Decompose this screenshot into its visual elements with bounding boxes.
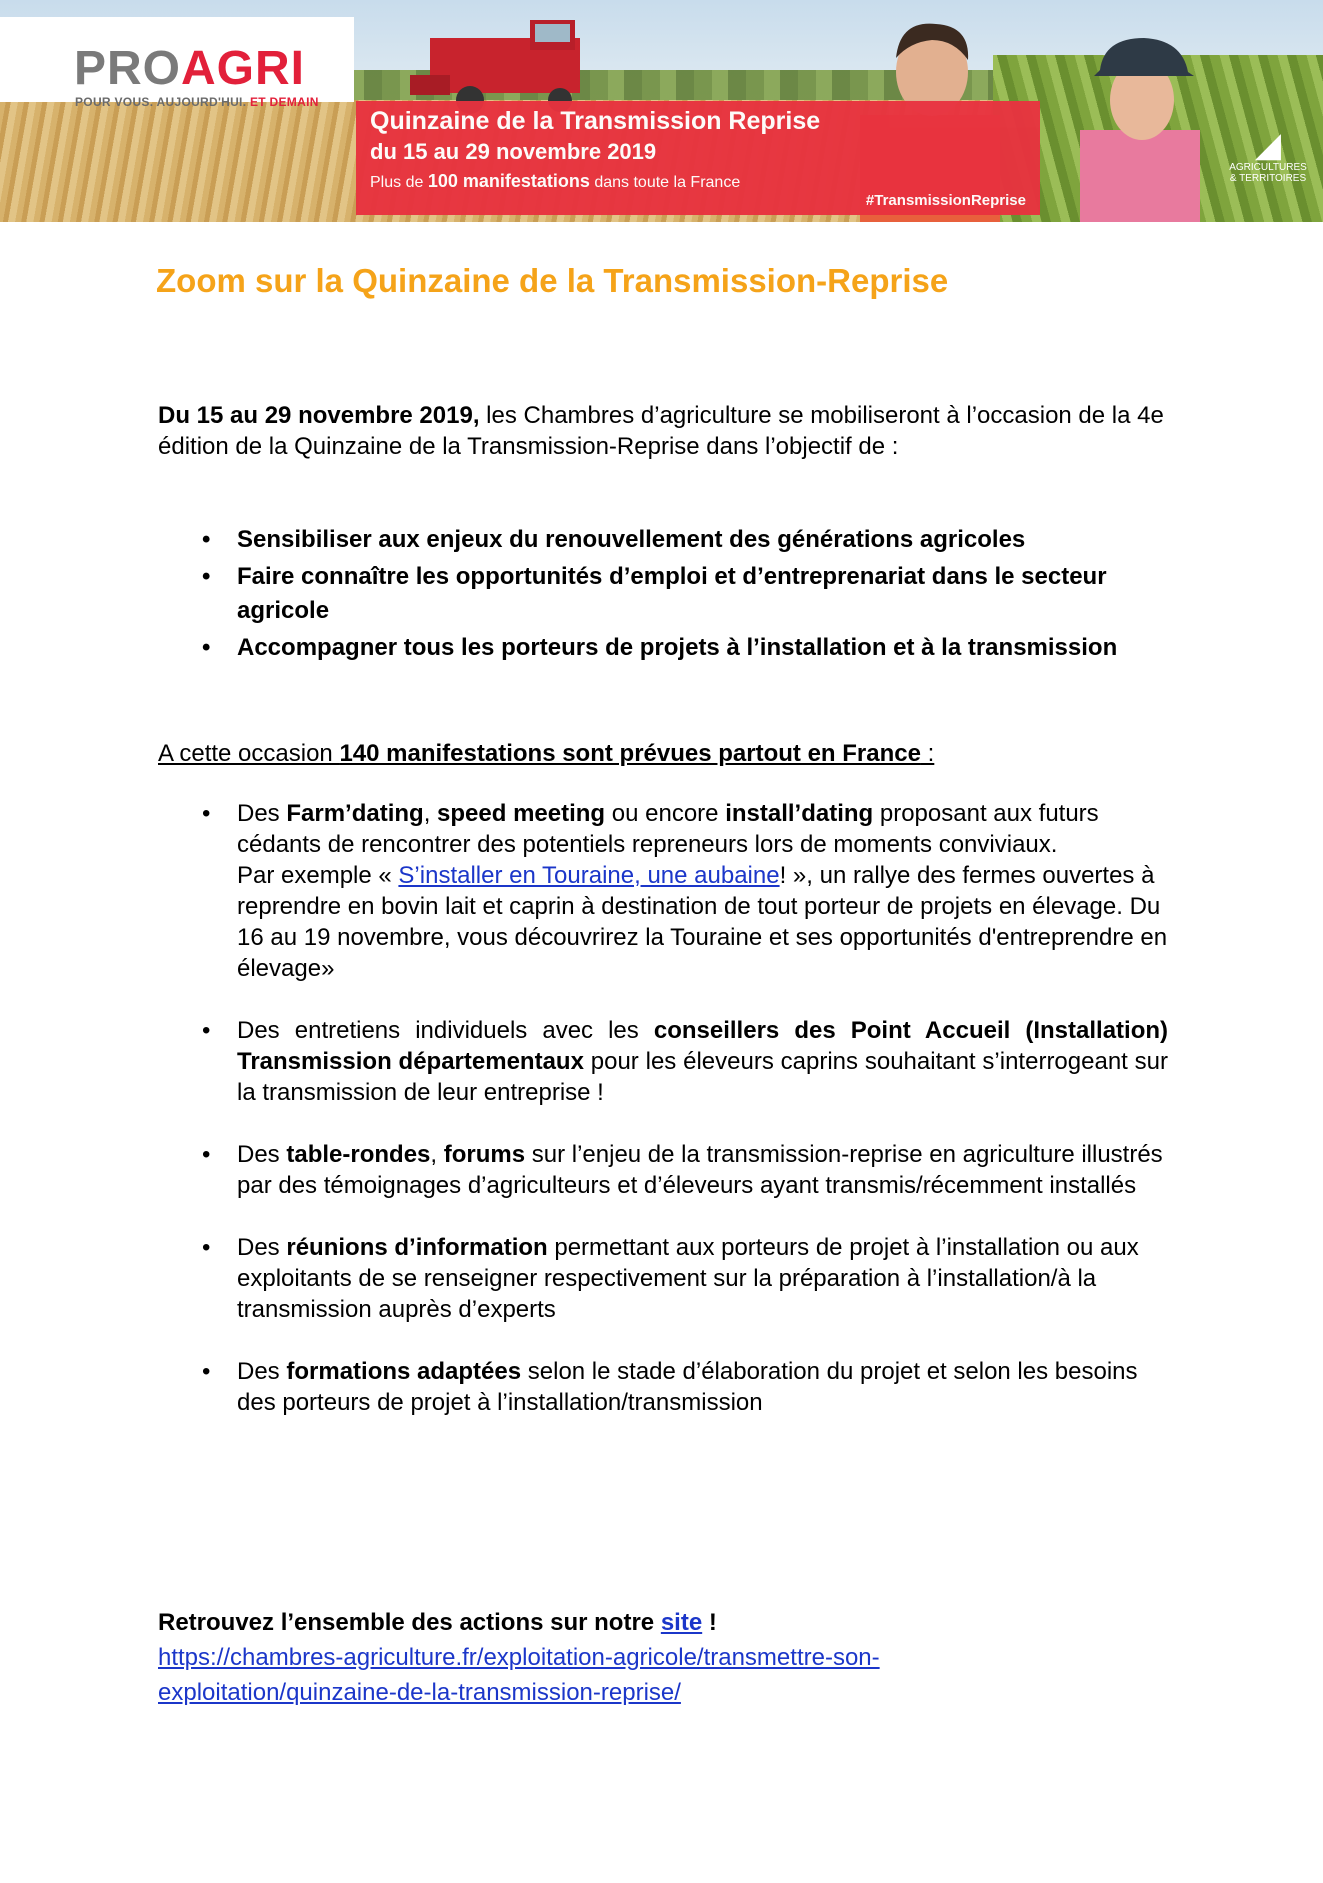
bullet-icon: •: [202, 563, 211, 590]
bullet-icon: •: [202, 1358, 211, 1385]
event-text: pour les éleveurs caprins souhaitant s’interrogeant sur la transmission de leur entreprise !: [237, 1048, 1169, 1106]
footer-heading: [158, 1605, 1058, 1640]
occasion-bold: 140 manifestations sont prévues partout en France: [339, 740, 921, 767]
intro-dates: Du 15 au 29 novembre 2019,: [158, 402, 480, 429]
bullet-icon: •: [202, 526, 211, 553]
objective-item: [158, 523, 1168, 557]
bullet-icon: •: [202, 800, 211, 827]
events-list: [158, 798, 1168, 1449]
banner-hashtag: #TransmissionReprise: [865, 192, 1026, 209]
event-bold: réunions d’information: [286, 1234, 548, 1261]
intro-text: les Chambres d’agriculture se mobiliseront à l’occasion de la 4e édition de la Quinzaine de la Transmission-Reprise dans l’objectif de :: [158, 402, 1164, 460]
touraine-link[interactable]: S’installer en Touraine, une aubaine: [398, 862, 780, 889]
event-bold: conseillers des Point Accueil (Installation) Transmission départementaux: [237, 1017, 1169, 1075]
event-text: ,: [423, 800, 438, 827]
logo-agri-text: AGRI: [181, 42, 306, 95]
at-logo-line2: & TERRITOIRES: [1229, 173, 1307, 184]
objective-text: Faire connaître les opportunités d’emploi et d’entreprenariat dans le secteur agricole: [237, 563, 1107, 624]
event-text: ou encore: [605, 800, 726, 827]
event-text: Des: [237, 1141, 287, 1168]
logo-tagline-start: POUR VOUS. AUJOURD'HUI.: [75, 95, 247, 109]
footer-start: Retrouvez l’ensemble des actions sur notre: [158, 1609, 661, 1636]
footer-end: !: [702, 1609, 717, 1636]
occasion-heading: [158, 738, 934, 769]
site-link[interactable]: site: [660, 1609, 703, 1636]
event-bold: table-rondes: [286, 1141, 431, 1168]
objective-text: Accompagner tous les porteurs de projets à l’installation et à la transmission: [237, 634, 1118, 661]
event-bold: formations adaptées: [286, 1358, 522, 1385]
objective-text: Sensibiliser aux enjeux du renouvellement des générations agricoles: [237, 526, 1026, 553]
occasion-end: :: [920, 740, 935, 767]
event-text: permettant aux porteurs de projet à l’installation ou aux exploitants de se renseigner respectivement sur la préparation à l’installation/à la transmission auprès d’experts: [237, 1234, 1139, 1323]
banner-sub-end: dans toute la France: [594, 174, 741, 191]
objective-item: [158, 560, 1168, 628]
event-text: selon le stade d’élaboration du projet et selon les besoins des porteurs de projet à l’installation/transmission: [237, 1358, 1138, 1416]
objective-item: [158, 631, 1168, 665]
bullet-icon: •: [202, 1234, 211, 1261]
objectives-list: [158, 523, 1168, 668]
logo-pro-text: PRO: [74, 42, 182, 95]
event-text: ,: [430, 1141, 444, 1168]
event-text: Des: [237, 800, 287, 827]
at-logo-line1: AGRICULTURES: [1229, 162, 1307, 173]
event-text: Des: [237, 1234, 287, 1261]
event-item-reunions: [158, 1232, 1168, 1325]
banner-dates: du 15 au 29 novembre 2019: [370, 139, 657, 164]
example-start: Par exemple «: [237, 862, 399, 889]
at-logo-mark-icon: ◢: [1254, 126, 1282, 164]
event-item-entretiens: [158, 1015, 1168, 1108]
header-banner: [0, 0, 1323, 222]
older-man-photo: [1070, 30, 1220, 222]
event-item-farmdating: [158, 798, 1168, 984]
bullet-icon: •: [202, 1017, 211, 1044]
event-text: Des entretiens individuels avec les: [237, 1017, 654, 1044]
event-item-table-rondes: [158, 1139, 1168, 1201]
occasion-start: A cette occasion: [158, 740, 340, 767]
event-bold: forums: [443, 1141, 526, 1168]
logo-tagline: [75, 95, 319, 109]
example-end: ! », un rallye des fermes ouvertes à reprendre en bovin lait et caprin à destination de tout porteur de projets en élevage. Du 16 au 19 novembre, vous découvrirez la Touraine et ses opportunités d'entreprendre en élevage»: [237, 862, 1168, 982]
page-title: Zoom sur la Quinzaine de la Transmission-Reprise: [156, 262, 949, 299]
bullet-icon: •: [202, 634, 211, 661]
banner-subtitle: [370, 171, 740, 192]
agricultures-territoires-logo: [1228, 128, 1308, 208]
footer-section: [158, 1605, 1058, 1710]
bullet-icon: •: [202, 1141, 211, 1168]
quinzaine-url-link[interactable]: https://chambres-agriculture.fr/exploitation-agricole/transmettre-son-exploitation/quinzaine-de-la-transmission-reprise/: [158, 1644, 880, 1706]
event-bold: speed meeting: [437, 800, 606, 827]
event-bold: Farm’dating: [286, 800, 424, 827]
event-text: sur l’enjeu de la transmission-reprise en agriculture illustrés par des témoignages d’agriculteurs et d’éleveurs ayant transmis/récemment installés: [237, 1141, 1163, 1199]
banner-title: Quinzaine de la Transmission Reprise: [370, 107, 821, 135]
banner-sub-start: Plus de: [370, 174, 424, 191]
logo-tagline-end: ET DEMAIN: [249, 95, 319, 109]
event-text: proposant aux futurs cédants de rencontrer des potentiels repreneurs lors de moments conviviaux.: [237, 800, 1099, 858]
event-text: Des: [237, 1358, 287, 1385]
proagri-logo: [0, 17, 354, 109]
event-banner-box: [356, 101, 1040, 215]
banner-sub-bold: 100 manifestations: [427, 171, 590, 191]
event-item-formations: [158, 1356, 1168, 1418]
event-example: [237, 860, 1168, 984]
event-bold: install’dating: [725, 800, 874, 827]
intro-paragraph: [158, 400, 1168, 462]
